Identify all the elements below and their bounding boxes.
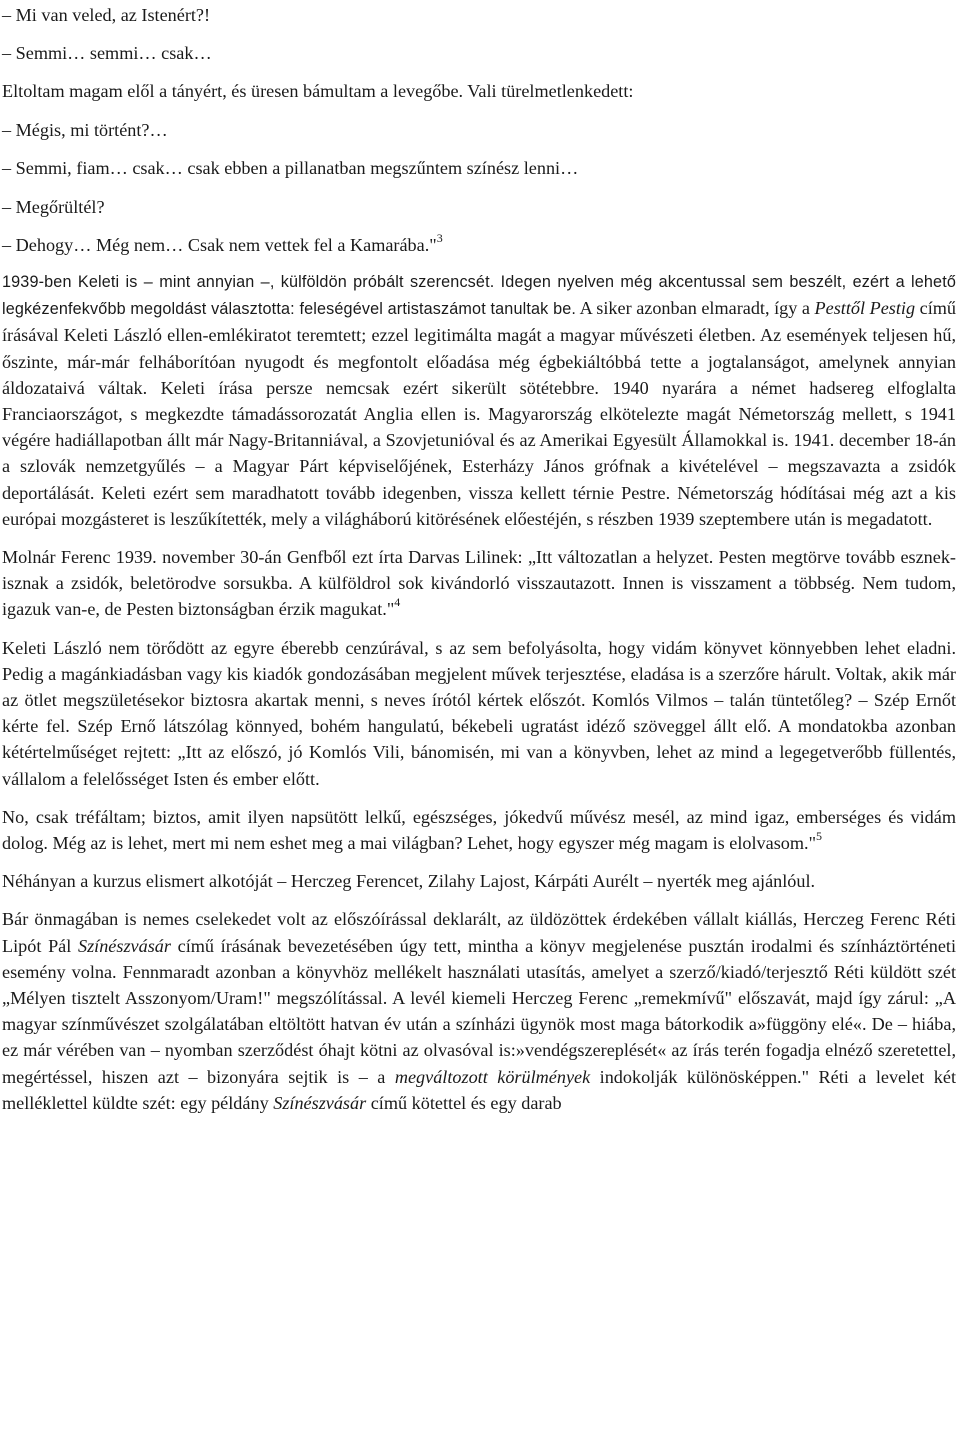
footnote-marker: 5 — [816, 828, 823, 843]
footnote-marker: 3 — [436, 230, 443, 245]
paragraph-joke — [2, 804, 956, 856]
paragraph-text: A siker azonban elmaradt, így a — [576, 298, 815, 319]
dialogue-line: Eltoltam magam elől a tányért, és üresen bámultam a levegőbe. Vali türelmetlenkedett: — [2, 81, 634, 102]
dialogue-line — [2, 226, 956, 262]
dialogue-line: – Mégis, mi történt?… — [2, 119, 168, 140]
paragraph-text: Keleti László nem törődött az egyre éberebb cenzúrával, s az sem befolyásolta, hogy vidám könyvet könnyebben lehet eladni. Pedig a magánkiadásban vagy kis kiadók gondozásában megjelent művek terjesztése, eladása is a szerzőre hárult. Voltak, akik már az ötlet megszületésekor biztosra akartak menni, s neves írótól kértek előszót. Komlós Vilmos – talán tüntetőleg? – Szép Ernőt kérte fel. Szép Ernő látszólag könnyed, bohém hangulatú, békebeli ugratást idéző szöveggel állt elő. A mondatokba azonban kétértelműséget rejtett: „Itt az előszó, jó Komlós Vili, bánomisén, mi van a könyvben, lehet az mind a legegetverőbb füllentés, vállalom a felelősséget Isten és ember előtt. — [2, 637, 956, 789]
paragraph-text: című kötettel és egy darab — [366, 1092, 562, 1113]
paragraph-keleti-censorship — [2, 635, 956, 792]
dialogue-line: – Megőrültél? — [2, 196, 105, 217]
dialogue-text: – Dehogy… Még nem… Csak nem vettek fel a Kamarába." — [2, 234, 437, 255]
paragraph-text: Néhányan a kurzus elismert alkotóját – Herczeg Ferencet, Zilahy Lajost, Kárpáti Aurélt – nyerték meg ajánlóul. — [2, 871, 816, 892]
dialogue-line: – Mi van veled, az Istenért?! — [2, 5, 211, 25]
paragraph-herczeg — [2, 906, 956, 1116]
dialogue-line: – Semmi… semmi… csak… — [2, 43, 212, 63]
paragraph-molnar — [2, 544, 956, 623]
footnote-marker: 4 — [394, 595, 401, 610]
dialogue-line: – Semmi, fiam… csak… csak ebben a pillanatban megszűntem színész lenni… — [2, 158, 579, 179]
paragraph-text: No, csak tréfáltam; biztos, amit ilyen napsütött lelkű, egészséges, jókedvű művész mesél, az mind igaz, emberséges és vidám dolog. Még az is lehet, mert mi nem eshet meg a mai világban? Lehet, hogy egyszer még magam is elolvasom." — [2, 806, 956, 854]
document-page — [2, 0, 956, 1128]
sans-sentence: Idegen nyelven még akcentussal sem beszélt, ezért a lehető legkézenfekvőbb megoldást választotta: feleségével artistaszámot tanultak be. — [2, 272, 956, 319]
sans-sentence: 1939-ben Keleti is – mint annyian –, külföldön próbált szerencsét. — [2, 272, 501, 291]
book-title: Színészvásár — [273, 1092, 367, 1113]
paragraph-text: indokolják különösképpen." Réti a levelet két melléklettel küldte szét: egy példány — [2, 1066, 956, 1113]
paragraph-recommenders — [2, 868, 956, 894]
book-title: Színészvásár — [77, 935, 171, 956]
paragraph-text: Az események teljesen hű, őszinte, már-már felháborítóan nyugodt és megfontolt előadása még égbekiáltóbbá tette a jogtalanságot, amelynek annyian áldozataivá váltak. Keleti írása persze nemcsak ezért sikerült sötétebbre. 1940 nyarára a német hadsereg elfoglalta Franciaországot, s megkezdte támadássorozatát Anglia ellen is. Magyarország elkötelezte magát Németország mellett, s 1941 végére hadiállapotban állt már Nagy-Britanniával, a Szovjetunióval és az Amerikai Egyesült Államokkal is. 1941. december 18-án a szlovák nemzetgyűlés – a Magyar Párt képviselőjének, Esterházy János grófnak a kivételével – megszavazta a zsidók deportálását. Keleti ezért sem maradhatott tovább idegenben, vissza kellett térnie Pestre. Németország hódításai még azt a kis európai mozgásteret is leszűkítették, mely a világháború kitörésének előestéjén, s részben 1939 szeptembere után is megadatott. — [2, 325, 957, 529]
paragraph-text: Molnár Ferenc 1939. november 30-án Genfből ezt írta Darvas Lilinek: „Itt változatlan a helyzet. Pesten megtörve tovább esznek-isznak a zsidók, beletörodve sorsukba. A külföldrol sok kivándorló visszautazott. Innen is visszament a többség. Nem tudom, igazuk van-e, de Pesten biztonságban érzik magukat." — [2, 546, 956, 620]
paragraph-text: című írásával Keleti László ellen-emlékiratot teremtett; ezzel legitimálta magát a magyar művészeti életben. — [2, 298, 956, 346]
paragraph-keleti-1939 — [2, 268, 956, 532]
paragraph-text: Bár önmagában is nemes cselekedet volt az előszóírással deklarált, az üldözöttek érdekében vállalt kiállás, Herczeg Ferenc Réti Lipót Pál — [2, 909, 956, 956]
paragraph-text: című írásának bevezetésében úgy tett, mintha a könyv megjelenése pusztán irodalmi és színháztörténeti esemény volna. Fennmaradt azonban a könyvhöz mellékelt használati utasítás, amelyet a szerző/kiadó/terjesztő Réti küldött szét „Mélyen tisztelt Asszonyom/Uram!" megszólítással. A levél kiemeli Herczeg Ferenc „remekmívű" előszavát, majd így zárul: „A magyar színművészet szolgálatában eltöltött hatvan év után a színházi ügynök most maga bátorkodik a»függöny elé«. De – hiába, ez már vérében van – nyomban szerződést óhajt kötni az olvasóval is:»vendégszereplését« az írás terén fogadja elnéző szeretettel, megértéssel, hiszen azt – bizonyára sejtik is – a — [2, 935, 956, 1087]
emphasis-text: megváltozott körülmények — [394, 1066, 591, 1087]
book-title: Pesttől Pestig — [814, 298, 916, 319]
